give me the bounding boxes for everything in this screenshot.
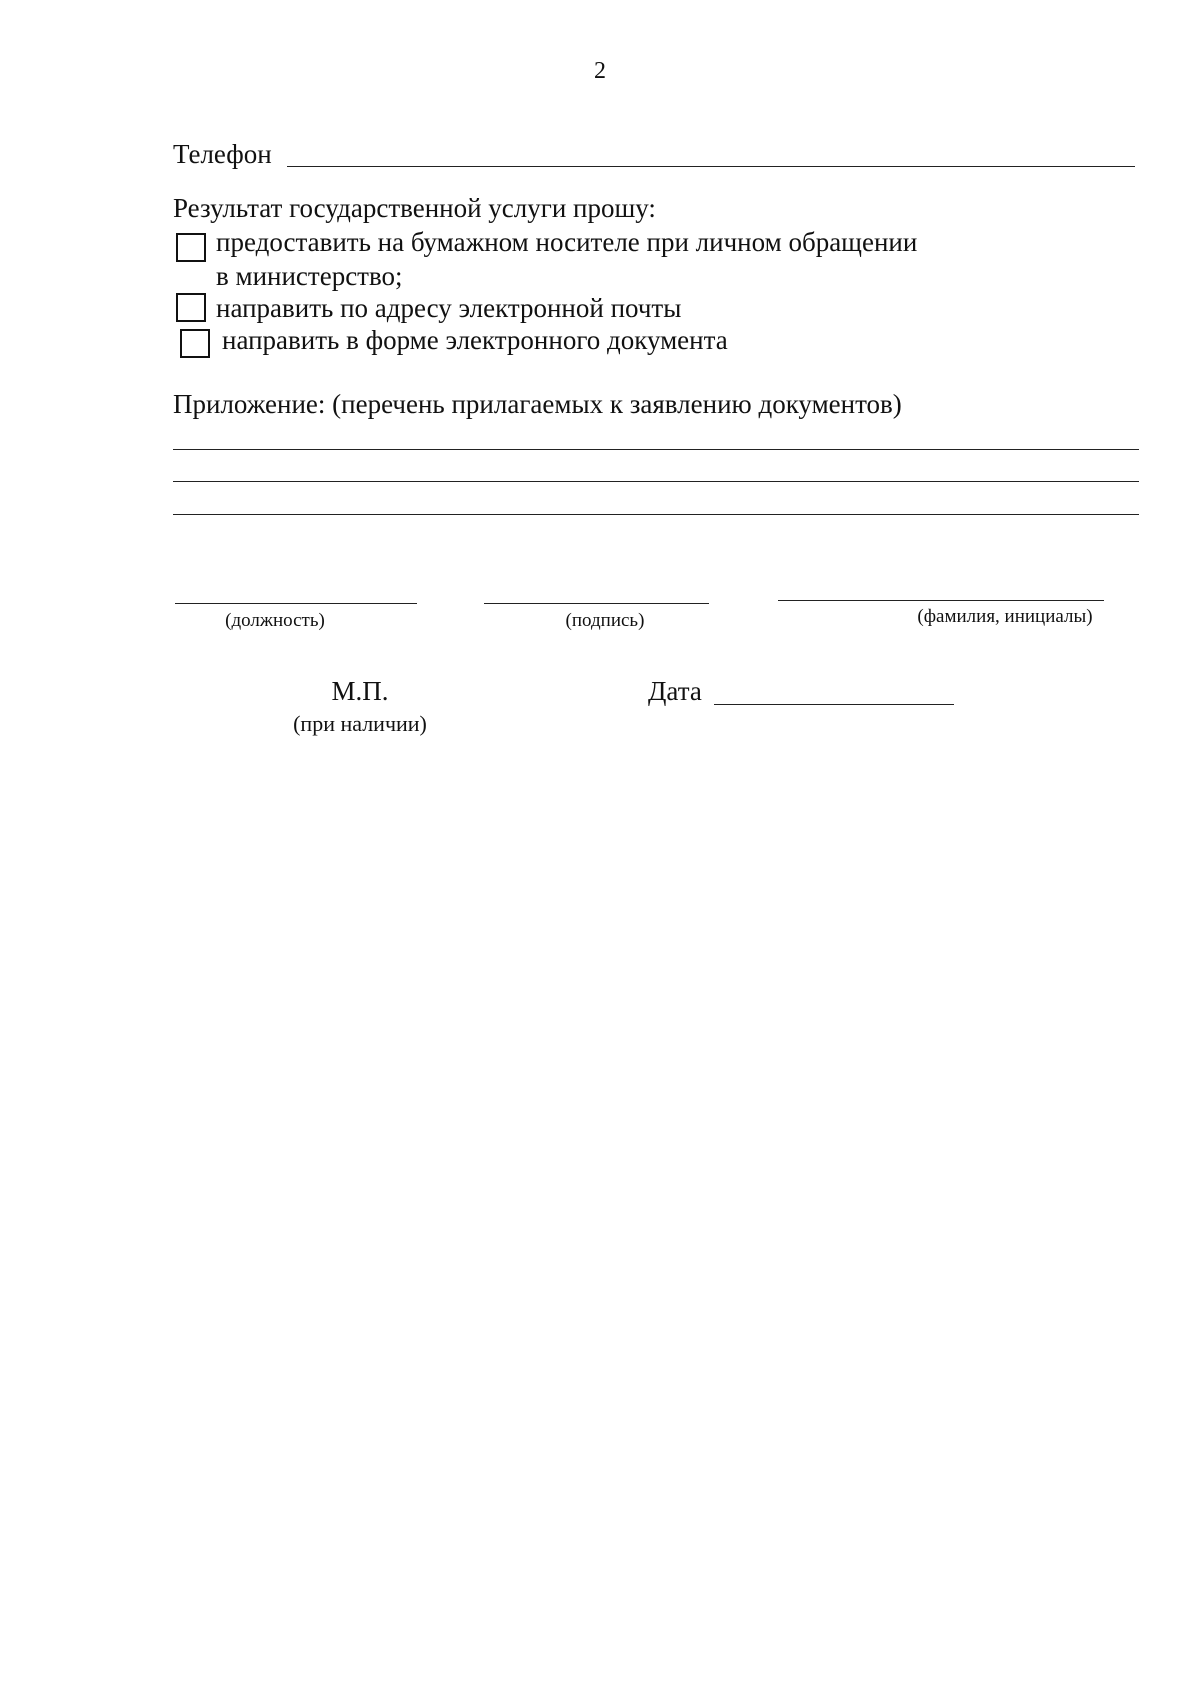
option-paper-label: предоставить на бумажном носителе при личном обращении [216,227,918,257]
position-line[interactable] [175,603,417,604]
signature-caption: (подпись) [565,610,645,631]
attachment-line-3[interactable] [173,514,1139,515]
name-caption: (фамилия, инициалы) [917,606,1093,627]
option-email-label: направить по адресу электронной почты [216,293,682,323]
position-caption: (должность) [225,610,325,631]
attachment-heading: Приложение: (перечень прилагаемых к заявлению документов) [173,389,902,419]
date-field-line[interactable] [714,704,954,705]
option-electronic-document-checkbox[interactable] [180,329,210,358]
stamp-label: М.П. [331,676,389,706]
attachment-line-2[interactable] [173,481,1139,482]
option-email-checkbox[interactable] [176,293,206,322]
attachment-line-1[interactable] [173,449,1139,450]
option-paper-label-continued: в министерство; [216,261,403,291]
phone-label: Телефон [173,139,272,169]
phone-field-line[interactable] [287,166,1135,167]
signature-line[interactable] [484,603,709,604]
option-paper-checkbox[interactable] [176,233,206,262]
stamp-note: (при наличии) [293,711,427,736]
page-number: 2 [594,58,606,84]
name-line[interactable] [778,600,1104,601]
result-heading: Результат государственной услуги прошу: [173,193,656,223]
option-electronic-document-label: направить в форме электронного документа [222,325,728,355]
date-label: Дата [648,676,702,706]
